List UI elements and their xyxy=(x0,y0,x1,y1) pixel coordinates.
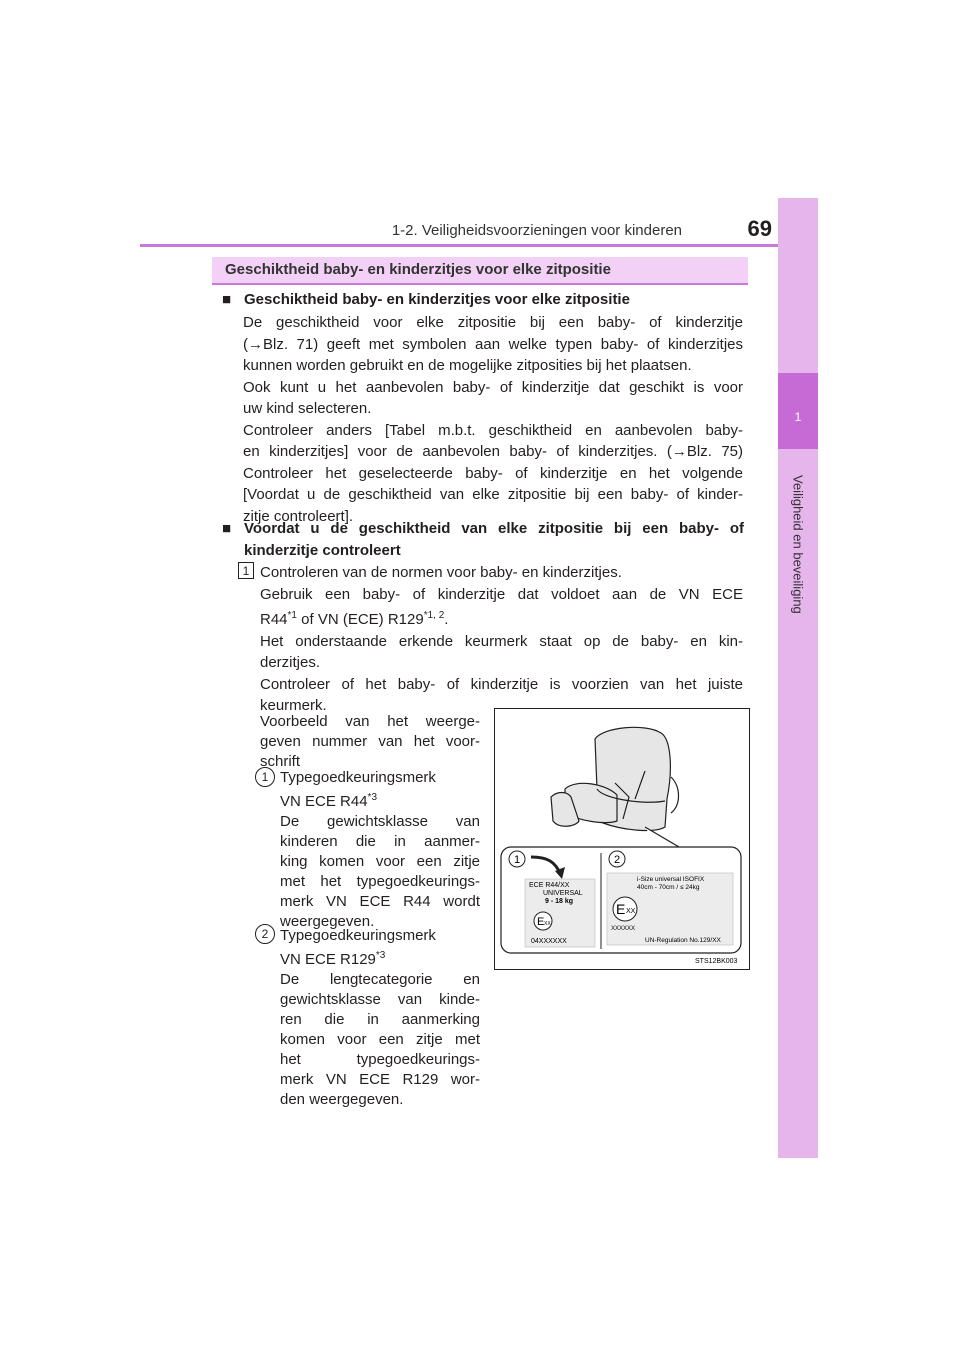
footnote-ref: *1 xyxy=(287,610,297,621)
text-fragment: VN ECE R129 xyxy=(280,951,376,968)
text-line xyxy=(280,788,480,812)
text-line: met het typegoedkeurings- xyxy=(280,873,480,890)
bullet-1-paragraph xyxy=(243,312,743,527)
bullet-heading-2-line1: Voordat u de geschiktheid van elke zitpositie bij een baby- of xyxy=(244,520,744,537)
text-fragment: R44 xyxy=(260,611,288,628)
text-line: den weergegeven. xyxy=(280,1091,404,1108)
step-1-paragraph xyxy=(260,562,743,717)
bullet-heading-1-text: Geschiktheid baby- en kinderzitjes voor elke zitpositie xyxy=(244,291,630,308)
text-line: king komen voor een zitje xyxy=(280,853,480,870)
figure-number-1-text: 1 xyxy=(513,854,521,866)
text-line: Controleer of het baby- of kinderzitje is voorzien van het juiste xyxy=(260,675,743,693)
r44-code: 04XXXXXX xyxy=(531,938,567,945)
figure-number-2-text: 2 xyxy=(613,854,621,866)
section-heading: Geschiktheid baby- en kinderzitjes voor elke zitpositie xyxy=(225,261,611,278)
r129-line1: i-Size universal ISOFIX xyxy=(637,876,705,883)
text-line: De gewichtsklasse van xyxy=(280,813,480,830)
text-fragment: of VN (ECE) R129 xyxy=(296,611,424,628)
step-number-1: 1 xyxy=(238,562,254,579)
item-number-2: 2 xyxy=(255,924,275,944)
figure-code: STS12BK003 xyxy=(695,958,738,965)
text-line: [Voordat u de geschiktheid van elke zitpositie bij een baby- of kinder- xyxy=(243,486,743,503)
bullet-heading-2-text xyxy=(244,518,744,562)
item-2-text xyxy=(280,926,480,1110)
text-line: derzitjes. xyxy=(260,654,321,671)
text-line: het typegoedkeurings- xyxy=(280,1051,480,1068)
text-line: De geschiktheid voor elke zitpositie bij een baby- of kinderzitje xyxy=(243,314,743,331)
text-line: gewichtsklasse van kinde- xyxy=(280,991,480,1008)
text-line: Ook kunt u het aanbevolen baby- of kinderzitje dat geschikt is voor xyxy=(243,378,743,396)
text-line: Voorbeeld van het weerge- xyxy=(260,713,480,730)
item-1-text xyxy=(280,768,480,932)
text-line: komen voor een zitje met xyxy=(280,1031,480,1048)
bullet-heading-2-line2: kinderzitje controleert xyxy=(244,542,401,559)
footnote-ref: *3 xyxy=(367,792,377,803)
r44-e-mark: E xyxy=(537,916,545,928)
r44-line1: ECE R44/XX xyxy=(529,882,570,889)
text-line: Typegoedkeuringsmerk xyxy=(280,927,436,944)
bullet-heading-2 xyxy=(222,518,752,559)
r44-line2: UNIVERSAL xyxy=(543,890,583,897)
callout-pointer xyxy=(645,827,679,849)
bullet-square-icon: ■ xyxy=(222,291,232,308)
text-line: Typegoedkeuringsmerk xyxy=(280,769,436,786)
text-line: De lengtecategorie en xyxy=(280,971,480,988)
bullet-square-icon: ■ xyxy=(222,520,232,537)
bullet-heading-1 xyxy=(222,289,752,311)
text-line: merk VN ECE R129 wor- xyxy=(280,1071,480,1088)
footnote-ref: *3 xyxy=(375,950,386,961)
chapter-title-wrap xyxy=(786,475,810,775)
header-section-title: 1-2. Veiligheidsvoorzieningen voor kinderen xyxy=(391,222,682,239)
text-line: merk VN ECE R44 wordt xyxy=(280,893,480,910)
text-line xyxy=(280,946,480,970)
r129-e-mark-sub: XX xyxy=(626,908,636,915)
text-line: Controleer anders [Tabel m.b.t. geschiktheid en aanbevolen baby- xyxy=(243,421,743,439)
page-number: 69 xyxy=(747,216,772,241)
r129-regulation: UN-Regulation No.129/XX xyxy=(645,937,721,944)
r44-line3: 9 - 18 kg xyxy=(545,898,574,905)
text-line xyxy=(260,605,743,631)
text-line: (→Blz. 71) geeft met symbolen aan welke typen baby- of kinderzitjes xyxy=(243,335,743,353)
chapter-title: Veiligheid en beveiliging xyxy=(790,475,806,614)
example-intro xyxy=(260,712,480,772)
text-line: schrift xyxy=(260,753,301,770)
text-line: Het onderstaande erkende keurmerk staat op de baby- en kin- xyxy=(260,632,743,650)
r129-line2: 40cm - 70cm / ≤ 24kg xyxy=(637,884,700,891)
text-line: keurmerk. xyxy=(260,697,327,714)
text-line: weergegeven. xyxy=(280,913,375,930)
text-fragment: VN ECE R44 xyxy=(280,793,368,810)
text-line: geven nummer van het voor- xyxy=(260,733,480,750)
text-line: kunnen worden gebruikt en de mogelijke zitposities bij het plaatsen. xyxy=(243,357,692,374)
text-line: zitje controleert]. xyxy=(243,507,354,525)
header-rule xyxy=(140,244,818,247)
text-line: Controleren van de normen voor baby- en kinderzitjes. xyxy=(260,564,622,581)
text-line: ren die in aanmerking xyxy=(280,1011,480,1028)
figure-illustration xyxy=(495,709,749,969)
item-number-1: 1 xyxy=(255,767,275,787)
text-line: kinderen die in aanmer- xyxy=(280,833,480,850)
chapter-number: 1 xyxy=(794,410,802,424)
text-line: uw kind selecteren. xyxy=(243,400,372,417)
text-line: Gebruik een baby- of kinderzitje dat voldoet aan de VN ECE xyxy=(260,585,743,603)
r129-e-mark: E xyxy=(616,901,626,917)
footnote-ref: *1, 2 xyxy=(423,610,445,621)
text-fragment: . xyxy=(444,611,449,628)
text-line: Controleer het geselecteerde baby- of kinderzitje en het volgende xyxy=(243,464,743,482)
approval-mark-figure xyxy=(494,708,750,970)
r44-e-mark-sub: XX xyxy=(544,921,551,927)
text-line: en kinderzitjes] voor de aanbevolen baby- of kinderzitjes. (→Blz. 75) xyxy=(243,443,743,460)
child-seat-illustration xyxy=(551,727,679,830)
r129-code: XXXXXX xyxy=(611,926,636,932)
